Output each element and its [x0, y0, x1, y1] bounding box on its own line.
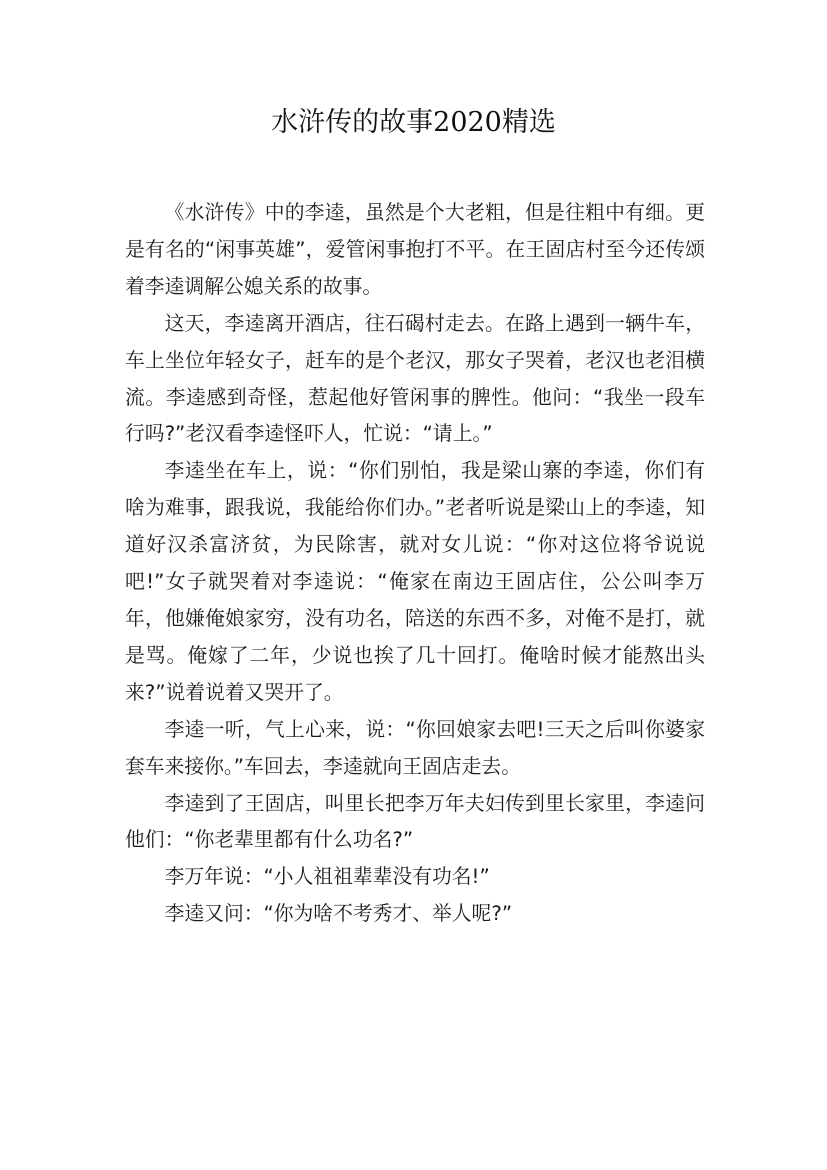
paragraph: 李逵到了王固店，叫里长把李万年夫妇传到里长家里，李逵问他们：“你老辈里都有什么功名?” — [125, 791, 705, 852]
paragraph: 这天，李逵离开酒店，往石碣村走去。在路上遇到一辆牛车，车上坐位年轻女子，赶车的是个老汉，那女子哭着，老汉也老泪横流。李逵感到奇怪，惹起他好管闲事的脾性。他问：“我坐一段车行吗?”老汉看李逵怪吓人，忙说：“请上。” — [125, 311, 705, 446]
paragraph: 《水浒传》中的李逵，虽然是个大老粗，但是往粗中有细。更是有名的“闲事英雄”，爱管闲事抱打不平。在王固店村至今还传颂着李逵调解公媳关系的故事。 — [125, 201, 705, 298]
document-title: 水浒传的故事2020精选 — [271, 107, 556, 138]
paragraph: 李逵一听，气上心来，说：“你回娘家去吧!三天之后叫你婆家套车来接你。”车回去，李逵就向王固店走去。 — [125, 717, 705, 778]
paragraph: 李万年说：“小人祖祖辈辈没有功名!” — [164, 865, 490, 889]
paragraph: 李逵又问：“你为啥不考秀才、举人呢?” — [164, 902, 513, 926]
document-body — [125, 195, 705, 933]
paragraph: 李逵坐在车上，说：“你们别怕，我是梁山寨的李逵，你们有啥为难事，跟我说，我能给你们办。”老者听说是梁山上的李逵，知道好汉杀富济贫，为民除害，就对女儿说：“你对这位将爷说说吧!”女子就哭着对李逵说：“俺家在南边王固店住，公公叫李万年，他嫌俺娘家穷，没有功名，陪送的东西不多，对俺不是打，就是骂。俺嫁了二年，少说也挨了几十回打。俺啥时候才能熬出头来?”说着说着又哭开了。 — [125, 459, 705, 704]
